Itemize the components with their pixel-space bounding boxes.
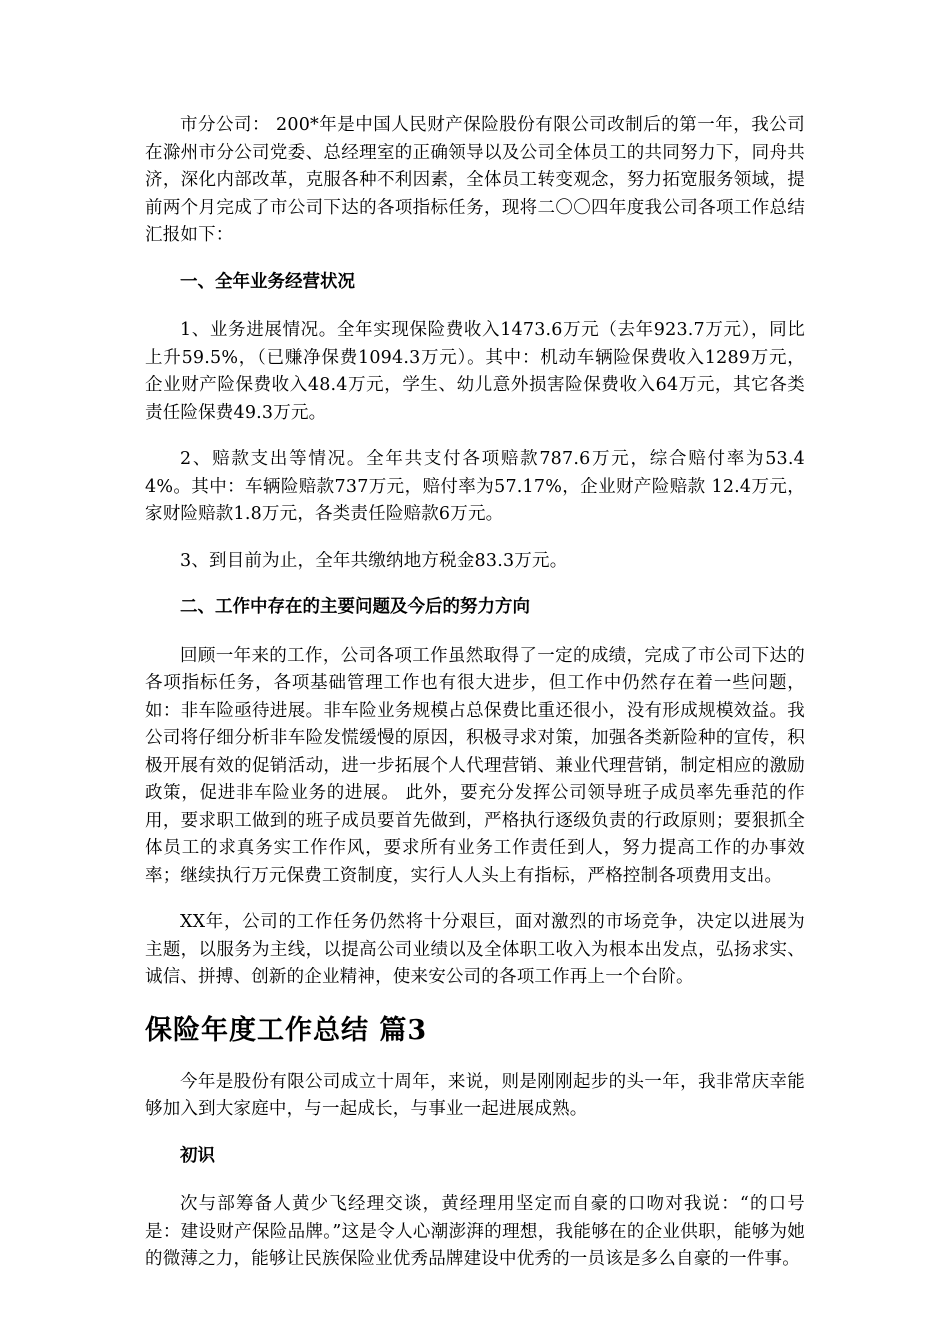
anniversary-paragraph: 今年是股份有限公司成立十周年，来说，则是刚刚起步的头一年，我非常庆幸能够加入到大家庭中，与一起成长，与事业一起进展成熟。: [145, 1071, 805, 1119]
section-heading-business: 一、全年业务经营状况: [180, 271, 355, 292]
tax-paragraph: 3、到目前为止，全年共缴纳地方税金83.3万元。: [180, 550, 568, 571]
article-title: 保险年度工作总结 篇3: [145, 1014, 428, 1046]
claims-paragraph: 2、赔款支出等情况。全年共支付各项赔款787.6万元，综合赔付率为53.44%。其中：车辆险赔款737万元，赔付率为57.17%，企业财产险赔款 12.4万元，家财险赔款1.8万元，各类责任险赔款6万元。: [145, 449, 805, 524]
review-paragraph: 回顾一年来的工作，公司各项工作虽然取得了一定的成绩，完成了市公司下达的各项指标任务，各项基础管理工作也有很大进步，但工作中仍然存在着一些问题，如：非车险亟待进展。非车险业务规模占总保费比重还很小，没有形成规模效益。我公司将仔细分析非车险发慌缓慢的原因，积极寻求对策，加强各类新险种的宣传，积极开展有效的促销活动，进一步拓展个人代理营销、兼业代理营销，制定相应的激励政策，促进非车险业务的进展。 此外，要充分发挥公司领导班子成员率先垂范的作用，要求职工做到的班子成员要首先做到，严格执行逐级负责的行政原则；要狠抓全体员工的求真务实工作作风，要求所有业务工作责任到人，努力提高工作的办事效率；继续执行万元保费工资制度，实行人人头上有指标，严格控制各项费用支出。: [145, 645, 805, 886]
intro-paragraph: 市分公司： 200*年是中国人民财产保险股份有限公司改制后的第一年，我公司在滁州市分公司党委、总经理室的正确领导以及公司全体员工的共同努力下，同舟共济，深化内部改革，克服各种不利因素，全体员工转变观念，努力拓宽服务领域，提前两个月完成了市公司下达的各项指标任务，现将二〇〇四年度我公司各项工作总结汇报如下：: [145, 115, 805, 245]
meeting-paragraph: 次与部筹备人黄少飞经理交谈，黄经理用坚定而自豪的口吻对我说：“的口号是：建设财产保险品牌。”这是令人心潮澎湃的理想，我能够在的企业供职，能够为她的微薄之力，能够让民族保险业优秀品牌建设中优秀的一员该是多么自豪的一件事。: [145, 1194, 805, 1269]
document-body: [145, 112, 805, 1293]
section-heading-problems: 二、工作中存在的主要问题及今后的努力方向: [180, 597, 530, 617]
subheading-first-impression: 初识: [180, 1145, 215, 1166]
business-progress-paragraph: 1、业务进展情况。全年实现保险费收入1473.6万元（去年923.7万元），同比上升59.5%，（已赚净保费1094.3万元）。其中：机动车辆险保费收入1289万元，企业财产险保费收入48.4万元，学生、幼儿意外损害险保费收入64万元，其它各类责任险保费49.3万元。: [145, 320, 805, 423]
outlook-paragraph: XX年，公司的工作任务仍然将十分艰巨，面对激烈的市场竞争，决定以进展为主题，以服务为主线，以提高公司业绩以及全体职工收入为根本出发点，弘扬求实、诚信、拼搏、创新的企业精神，使来安公司的各项工作再上一个台阶。: [145, 912, 805, 987]
